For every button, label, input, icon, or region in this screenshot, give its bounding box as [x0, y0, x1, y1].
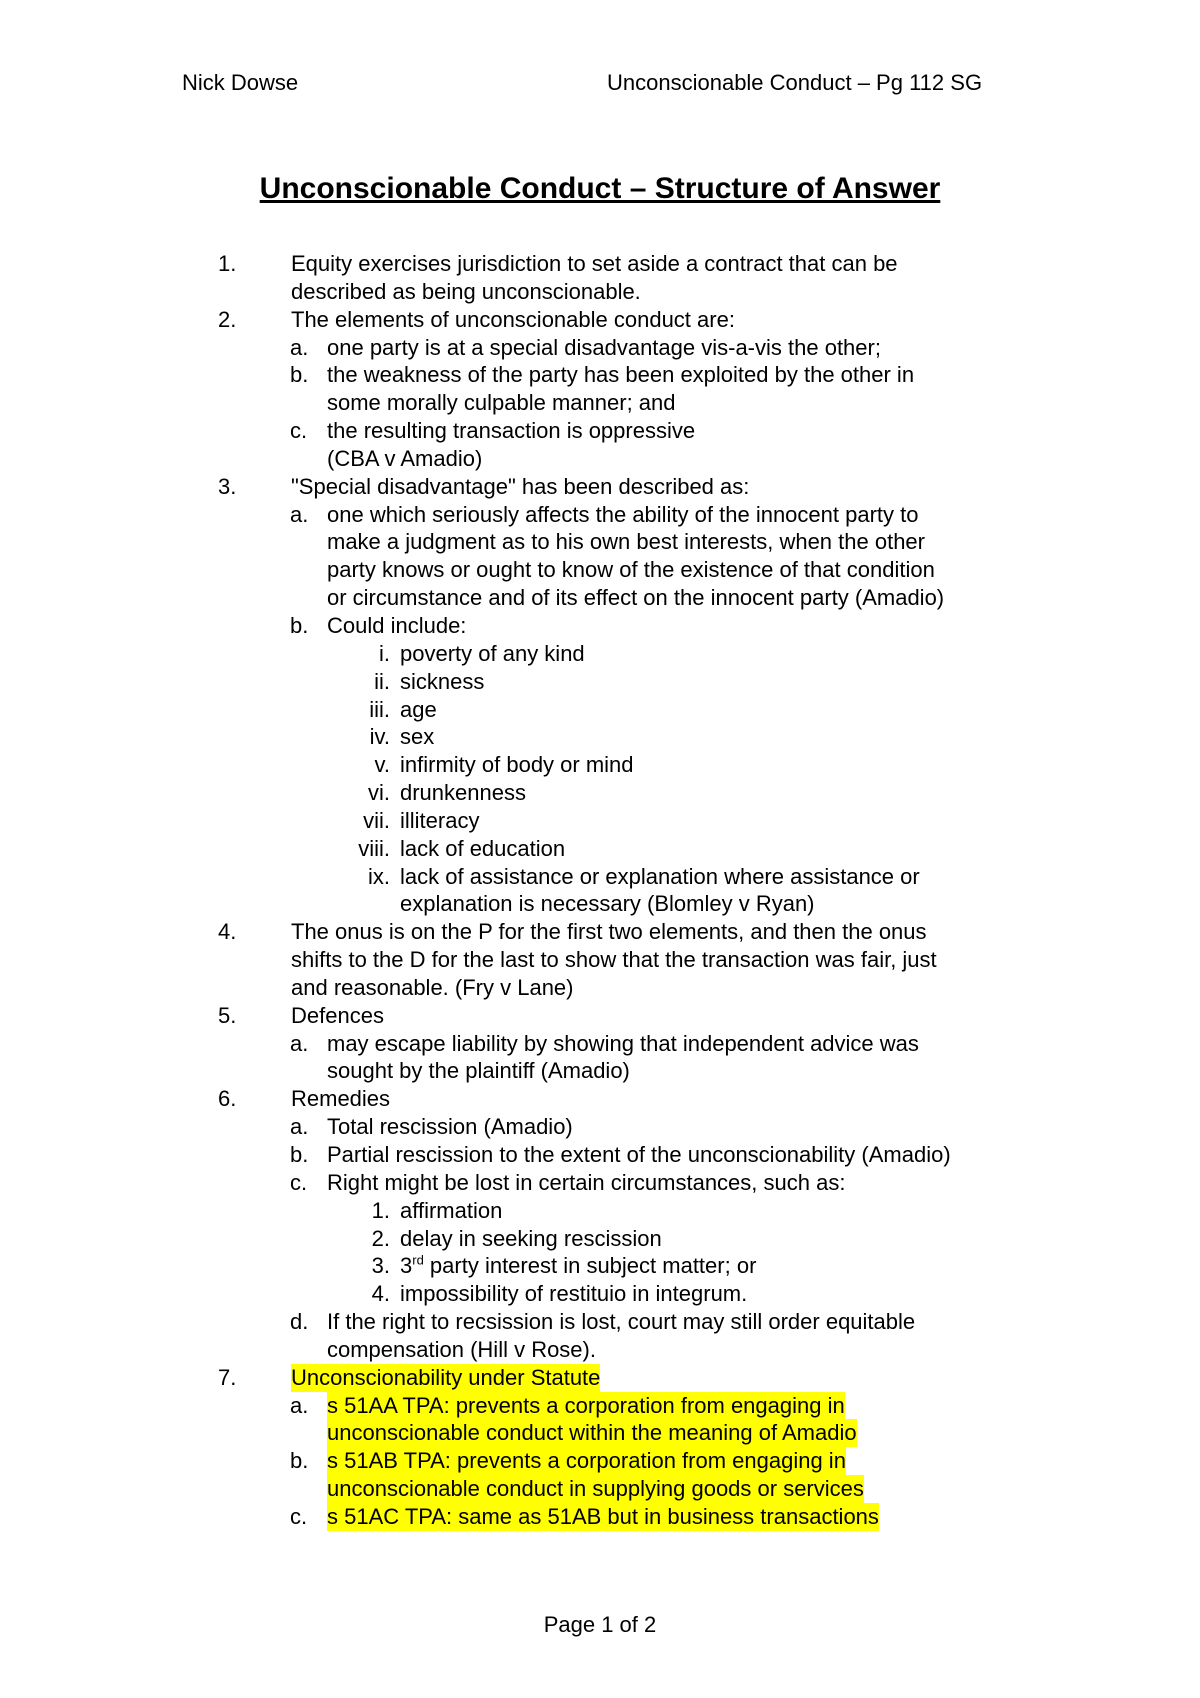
sub-item: [0, 1169, 1200, 1197]
numbered-sub-item: [0, 1252, 1200, 1280]
roman-item-text: age: [400, 696, 437, 722]
roman-item-text: drunkenness: [400, 780, 526, 806]
sub-number: 1.: [371, 1197, 390, 1223]
sub-item-letter: c.: [290, 1503, 308, 1529]
numbered-sub-item-text: 3rd party interest in subject matter; or: [400, 1253, 757, 1279]
numbered-sub-item-text: delay in seeking rescission: [400, 1225, 662, 1251]
sub-item-text: (CBA v Amadio): [327, 445, 483, 471]
sub-item-text: party knows or ought to know of the existence of that condition: [327, 557, 935, 583]
sub-item-letter: b.: [290, 1448, 309, 1474]
sub-number: 2.: [371, 1225, 390, 1251]
sub-item-letter: b.: [290, 1142, 309, 1167]
list-item: [0, 1085, 1200, 1113]
sub-item: [0, 1503, 1200, 1531]
sub-item-text: the resulting transaction is oppressive: [327, 418, 696, 444]
sub-item-text: Could include:: [327, 612, 467, 638]
sub-item: [0, 334, 1200, 362]
sub-item: [0, 501, 1200, 529]
page-footer: Page 1 of 2: [543, 1612, 657, 1637]
sub-item-letter: a.: [290, 501, 309, 527]
sub-item: [0, 1030, 1200, 1058]
roman-numeral: iv.: [369, 724, 390, 750]
roman-numeral: i.: [379, 640, 390, 666]
roman-item-text: sex: [400, 724, 435, 750]
roman-item: [0, 751, 1200, 779]
sub-number: 3.: [371, 1253, 390, 1279]
sub-item-letter: c.: [290, 418, 308, 444]
sub-item-letter: a.: [290, 1030, 309, 1056]
sub-item-text: the weakness of the party has been exploited by the other in: [327, 362, 915, 388]
item-number: 4.: [218, 919, 237, 945]
item-number: 1.: [218, 251, 237, 276]
sub-item-text: one party is at a special disadvantage vis-a-vis the other;: [327, 334, 881, 360]
roman-item-text: lack of assistance or explanation where assistance or: [400, 863, 920, 889]
roman-item-text: poverty of any kind: [400, 640, 585, 666]
sub-item: [0, 417, 1200, 445]
sub-item-text: sought by the plaintiff (Amadio): [327, 1058, 630, 1084]
ordinal-suffix: rd: [412, 1253, 424, 1269]
roman-item-text: sickness: [400, 668, 485, 694]
roman-numeral: vi.: [368, 780, 390, 806]
sub-item-letter: b.: [290, 362, 309, 388]
item-number: 2.: [218, 306, 237, 332]
roman-item: [0, 668, 1200, 696]
sub-item-text: Right might be lost in certain circumstances, such as:: [327, 1169, 846, 1195]
roman-item: [0, 696, 1200, 724]
numbered-sub-item: [0, 1280, 1200, 1308]
item-number: 3.: [218, 473, 237, 499]
list-item: [0, 306, 1200, 334]
list-item: [0, 918, 1200, 946]
roman-numeral: viii.: [358, 835, 390, 861]
numbered-sub-item-text: impossibility of restituio in integrum.: [400, 1281, 748, 1307]
sub-item-text: some morally culpable manner; and: [327, 390, 676, 416]
roman-numeral: iii.: [369, 696, 390, 722]
numbered-sub-item: [0, 1197, 1200, 1225]
answer-structure-list: [0, 250, 1200, 1531]
page-title: Unconscionable Conduct – Structure of Answer: [259, 172, 941, 205]
item-number: 5.: [218, 1002, 237, 1028]
item-text: The elements of unconscionable conduct are:: [291, 306, 735, 332]
sub-item-text: Total rescission (Amadio): [327, 1114, 573, 1140]
sub-item: [0, 612, 1200, 640]
sub-item: [0, 1141, 1200, 1169]
sub-number: 4.: [371, 1281, 390, 1307]
list-item: [0, 1364, 1200, 1392]
item-text: described as being unconscionable.: [291, 278, 641, 304]
list-item: [0, 473, 1200, 501]
sub-item-letter: a.: [290, 1392, 309, 1418]
roman-item-text: illiteracy: [400, 807, 480, 833]
roman-item: [0, 779, 1200, 807]
roman-numeral: vii.: [363, 807, 390, 833]
roman-item-text: explanation is necessary (Blomley v Ryan): [400, 891, 815, 917]
sub-item-letter: b.: [290, 612, 309, 638]
sub-item-text: make a judgment as to his own best interests, when the other: [327, 529, 925, 555]
roman-numeral: ix.: [368, 863, 390, 889]
sub-item: [0, 1113, 1200, 1141]
sub-item-text: Partial rescission to the extent of the unconscionability (Amadio): [327, 1142, 951, 1167]
sub-item: [0, 1392, 1200, 1420]
item-text: shifts to the D for the last to show that the transaction was fair, just: [291, 947, 937, 973]
item-text: and reasonable. (Fry v Lane): [291, 974, 574, 1000]
highlighted-sub-item-text: s 51AA TPA: prevents a corporation from engaging in: [327, 1392, 845, 1418]
sub-item-letter: a.: [290, 334, 309, 360]
sub-item-text: one which seriously affects the ability of the innocent party to: [327, 501, 919, 527]
highlighted-sub-item-text: unconscionable conduct in supplying goods or services: [327, 1476, 864, 1502]
numbered-sub-item: [0, 1225, 1200, 1253]
item-text: "Special disadvantage" has been described as:: [291, 473, 750, 499]
sub-item-letter: d.: [290, 1309, 309, 1335]
highlighted-sub-item-text: s 51AB TPA: prevents a corporation from engaging in: [327, 1448, 846, 1474]
roman-item: [0, 640, 1200, 668]
list-item: [0, 1002, 1200, 1030]
highlighted-sub-item-text: s 51AC TPA: same as 51AB but in business transactions: [327, 1503, 879, 1529]
item-text: Defences: [291, 1002, 384, 1028]
header-author: Nick Dowse: [182, 70, 299, 95]
item-number: 6.: [218, 1086, 237, 1112]
roman-numeral: v.: [374, 752, 390, 778]
highlighted-sub-item-text: unconscionable conduct within the meaning of Amadio: [327, 1420, 857, 1446]
sub-item: [0, 1308, 1200, 1336]
roman-item: [0, 807, 1200, 835]
roman-item: [0, 835, 1200, 863]
item-number: 7.: [218, 1364, 237, 1390]
roman-numeral: ii.: [374, 668, 390, 694]
sub-item-letter: a.: [290, 1114, 309, 1140]
sub-item: [0, 361, 1200, 389]
highlighted-item-text: Unconscionability under Statute: [291, 1364, 601, 1390]
roman-item: [0, 863, 1200, 891]
sub-item-text: If the right to recsission is lost, court may still order equitable: [327, 1309, 916, 1335]
sub-item-text: or circumstance and of its effect on the innocent party (Amadio): [327, 585, 945, 611]
item-text: Equity exercises jurisdiction to set aside a contract that can be: [291, 251, 898, 276]
sub-item-letter: c.: [290, 1169, 308, 1195]
item-text: The onus is on the P for the first two elements, and then the onus: [291, 919, 927, 945]
sub-item-text: compensation (Hill v Rose).: [327, 1336, 596, 1362]
list-item: [0, 250, 1200, 278]
roman-item-text: infirmity of body or mind: [400, 752, 634, 778]
roman-item-text: lack of education: [400, 835, 566, 861]
sub-item: [0, 1447, 1200, 1475]
sub-item-text: may escape liability by showing that independent advice was: [327, 1030, 919, 1056]
roman-item: [0, 723, 1200, 751]
header-topic: Unconscionable Conduct – Pg 112 SG: [607, 70, 983, 95]
numbered-sub-item-text: affirmation: [400, 1197, 503, 1223]
item-text: Remedies: [291, 1086, 391, 1112]
